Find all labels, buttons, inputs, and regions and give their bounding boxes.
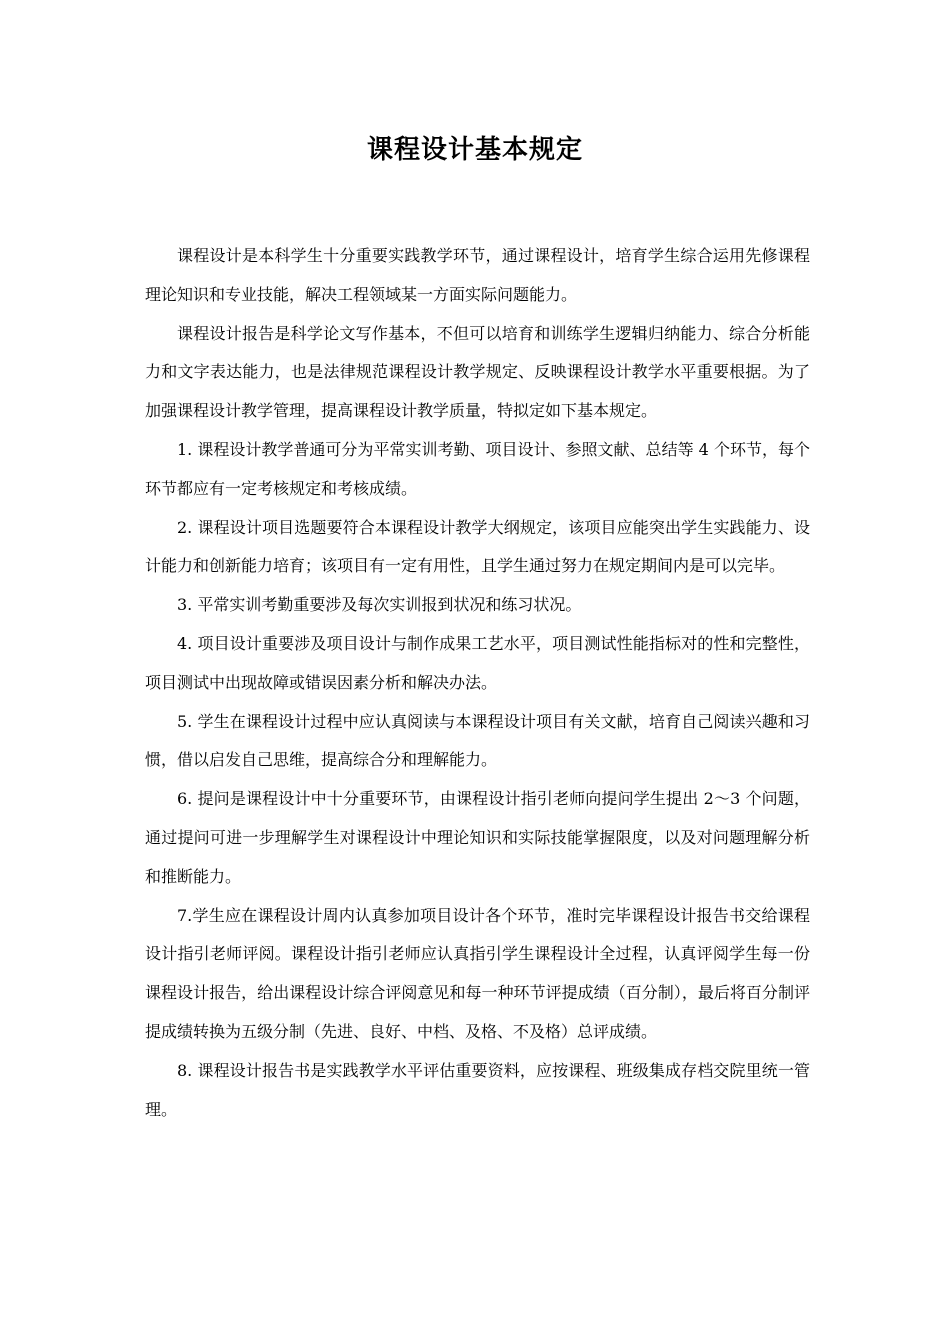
paragraph-rule-5: 5. 学生在课程设计过程中应认真阅读与本课程设计项目有关文献，培育自己阅读兴趣和习惯，借以启发自己思维，提高综合分和理解能力。 — [145, 711, 810, 770]
document-body — [145, 237, 810, 1129]
paragraph-report: 课程设计报告是科学论文写作基本，不但可以培育和训练学生逻辑归纳能力、综合分析能力和文字表达能力，也是法律规范课程设计教学规定、反映课程设计教学水平重要根据。为了加强课程设计教学管理，提高课程设计教学质量，特拟定如下基本规定。 — [145, 323, 810, 421]
paragraph-rule-4: 4. 项目设计重要涉及项目设计与制作成果工艺水平，项目测试性能指标对的性和完整性，项目测试中出现故障或错误因素分析和解决办法。 — [145, 633, 810, 692]
paragraph-rule-7: 7.学生应在课程设计周内认真参加项目设计各个环节，准时完毕课程设计报告书交给课程设计指引老师评阅。课程设计指引老师应认真指引学生课程设计全过程，认真评阅学生每一份课程设计报告，给出课程设计综合评阅意见和每一种环节评提成绩（百分制），最后将百分制评提成绩转换为五级分制（先进、良好、中档、及格、不及格）总评成绩。 — [145, 905, 810, 1041]
document-title: 课程设计基本规定 — [366, 135, 583, 165]
paragraph-intro: 课程设计是本科学生十分重要实践教学环节，通过课程设计，培育学生综合运用先修课程理论知识和专业技能，解决工程领域某一方面实际问题能力。 — [145, 246, 810, 304]
paragraph-rule-8: 8. 课程设计报告书是实践教学水平评估重要资料，应按课程、班级集成存档交院里统一管理。 — [145, 1060, 810, 1119]
paragraph-rule-2: 2. 课程设计项目选题要符合本课程设计教学大纲规定，该项目应能突出学生实践能力、设计能力和创新能力培育；该项目有一定有用性，且学生通过努力在规定期间内是可以完毕。 — [145, 517, 810, 576]
paragraph-rule-1: 1. 课程设计教学普通可分为平常实训考勤、项目设计、参照文献、总结等 4 个环节，每个环节都应有一定考核规定和考核成绩。 — [145, 439, 810, 498]
paragraph-rule-3: 3. 平常实训考勤重要涉及每次实训报到状况和练习状况。 — [177, 595, 582, 615]
paragraph-rule-6: 6. 提问是课程设计中十分重要环节，由课程设计指引老师向提问学生提出 2～3 个问题，通过提问可进一步理解学生对课程设计中理论知识和实际技能掌握限度，以及对问题理解分析和推断能力。 — [145, 789, 810, 886]
